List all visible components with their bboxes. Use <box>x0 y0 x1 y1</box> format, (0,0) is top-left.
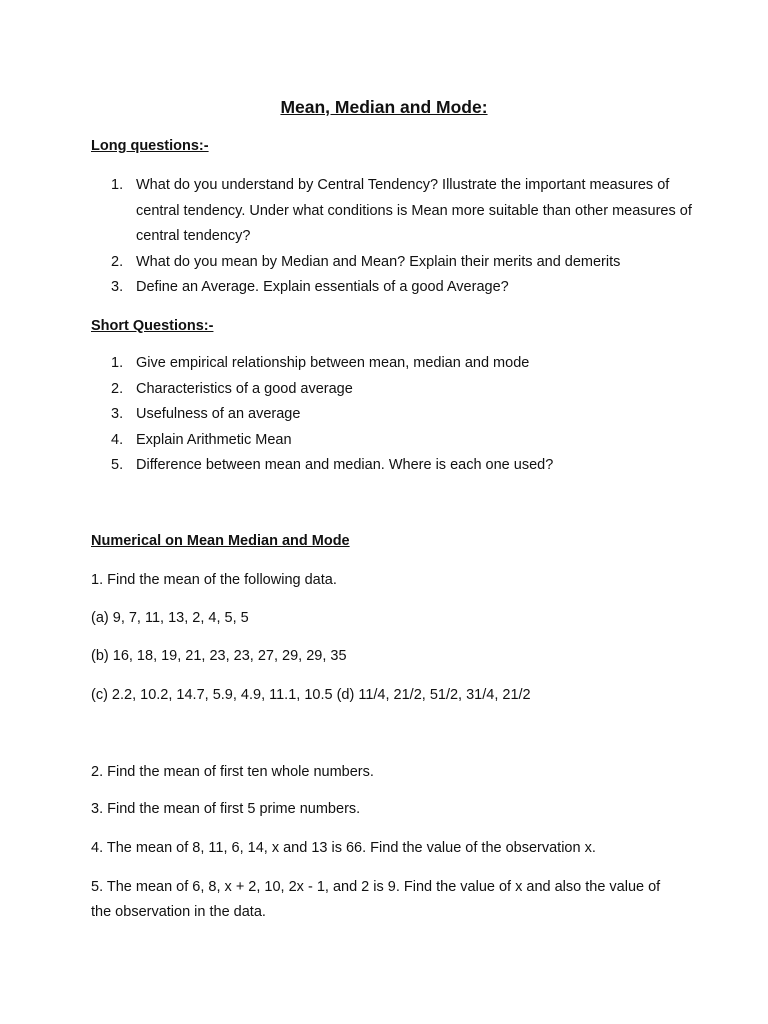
list-item-text: Usefulness of an average <box>136 406 301 422</box>
list-item <box>91 173 711 250</box>
list-item-number: 2. <box>111 253 124 270</box>
list-item <box>91 428 711 454</box>
list-item-text: Characteristics of a good average <box>136 380 353 397</box>
list-item-number: 3. <box>111 279 124 295</box>
list-item-text: What do you mean by Median and Mean? Explain their merits and demerits <box>136 253 621 270</box>
list-item <box>91 453 711 479</box>
list-item <box>91 275 711 301</box>
question-1a: (a) 9, 7, 11, 13, 2, 4, 5, 5 <box>91 610 249 626</box>
list-item-number: 1. <box>111 177 124 193</box>
question-2: 2. Find the mean of first ten whole numbers. <box>91 764 374 780</box>
list-item <box>91 250 711 276</box>
list-item-number: 1. <box>111 355 124 371</box>
long-questions-heading: Long questions:- <box>91 138 209 154</box>
question-1b: (b) 16, 18, 19, 21, 23, 23, 27, 29, 29, 35 <box>91 648 347 664</box>
list-item-text: Explain Arithmetic Mean <box>136 431 292 448</box>
page-title: Mean, Median and Mode: <box>280 97 488 117</box>
question-1cd: (c) 2.2, 10.2, 14.7, 5.9, 4.9, 11.1, 10.5 (d) 11/4, 21/2, 51/2, 31/4, 21/2 <box>91 687 531 703</box>
list-item <box>91 402 711 428</box>
numerical-heading: Numerical on Mean Median and Mode <box>91 533 350 549</box>
long-questions-list <box>91 173 711 301</box>
question-3: 3. Find the mean of first 5 prime numbers. <box>91 801 361 817</box>
list-item-number: 5. <box>111 457 124 473</box>
list-item-number: 2. <box>111 380 124 397</box>
list-item-text: Difference between mean and median. Where is each one used? <box>136 457 554 473</box>
list-item-text: Give empirical relationship between mean, median and mode <box>136 355 530 371</box>
list-item-text: What do you understand by Central Tendency? Illustrate the important measures of central tendency. Under what conditions is Mean more suitable than other measures of central tendency? <box>136 177 692 244</box>
list-item <box>91 351 711 377</box>
list-item <box>91 377 711 403</box>
list-item-text: Define an Average. Explain essentials of a good Average? <box>136 279 509 295</box>
question-5: 5. The mean of 6, 8, x + 2, 10, 2x - 1, and 2 is 9. Find the value of x and also the value of the observation in the data. <box>91 879 661 920</box>
question-4: 4. The mean of 8, 11, 6, 14, x and 13 is 66. Find the value of the observation x. <box>91 840 596 856</box>
list-item-number: 4. <box>111 431 124 448</box>
question-1: 1. Find the mean of the following data. <box>91 572 337 588</box>
short-questions-list <box>91 351 711 479</box>
short-questions-heading: Short Questions:- <box>91 318 214 334</box>
list-item-number: 3. <box>111 406 124 422</box>
